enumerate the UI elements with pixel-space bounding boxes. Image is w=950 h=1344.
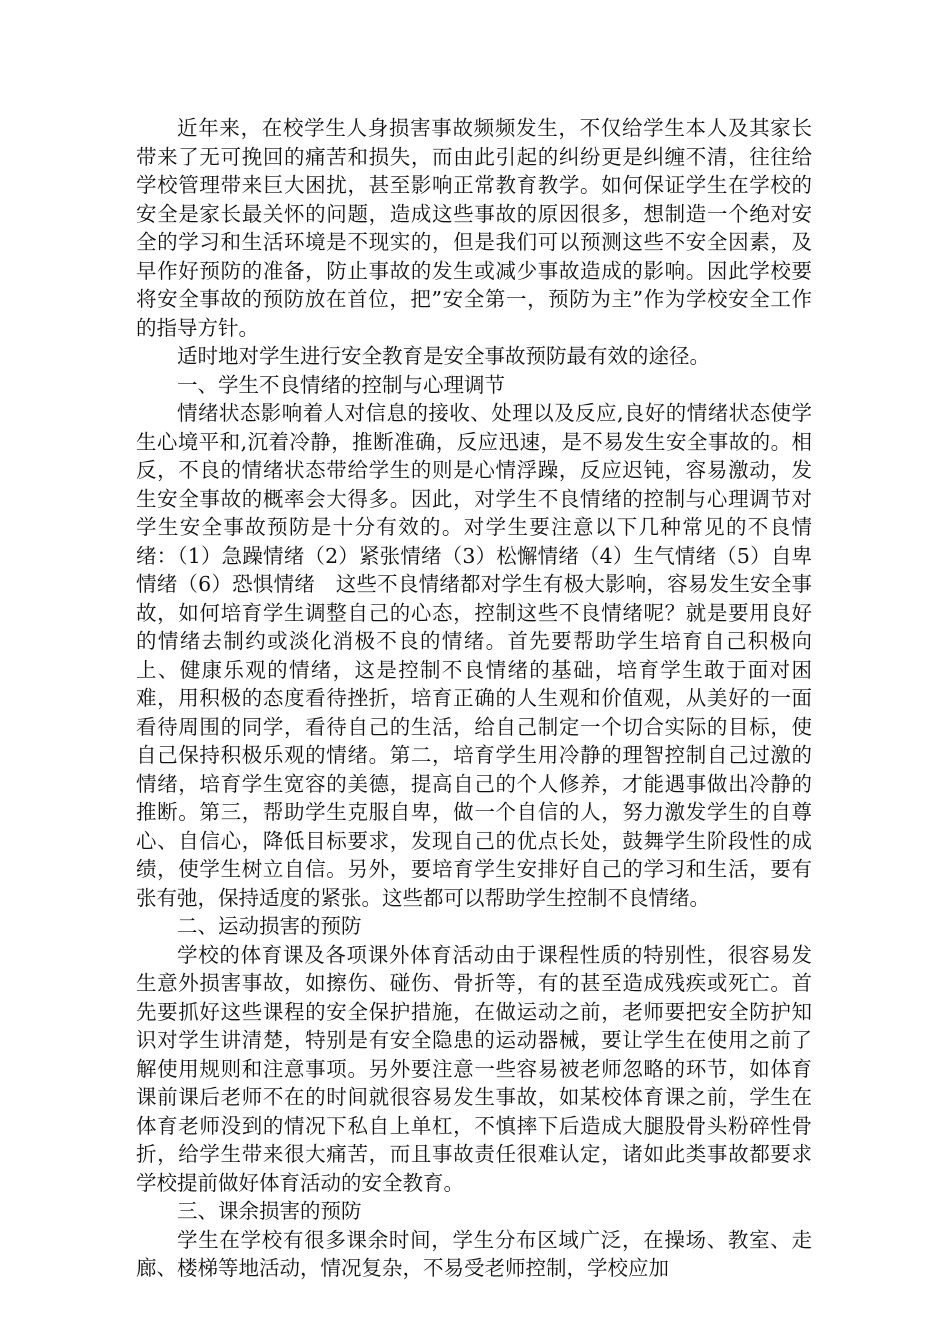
section-heading-afterclass-injury: 三、课余损害的预防 xyxy=(177,1199,362,1223)
paragraph-intro: 近年来，在校学生人身损害事故频频发生，不仅给学生本人及其家长带来了无可挽回的痛苦和损失，而由此引起的纠纷更是纠缠不清，往往给学校管理带来巨大困扰，甚至影响正常教育教学。如何保证学生在学校的安全是家长最关怀的问题，造成这些事故的原因很多，想制造一个绝对安全的学习和生活环境是不现实的，但是我们可以预测这些不安全因素，及早作好预防的准备，防止事故的发生或减少事故造成的影响。因此学校要将安全事故的预防放在首位，把”安全第一，预防为主”作为学校安全工作的指导方针。 xyxy=(136,116,812,340)
paragraph-afterclass-injury: 学生在学校有很多课余时间，学生分布区域广泛，在操场、教室、走廊、楼梯等地活动，情况复杂，不易受老师控制，学校应加 xyxy=(136,1227,812,1280)
section-heading-emotion: 一、学生不良情绪的控制与心理调节 xyxy=(177,372,505,397)
section-heading-sports-injury: 二、运动损害的预防 xyxy=(177,914,362,938)
paragraph-emotion-control: 情绪状态影响着人对信息的接收、处理以及反应,良好的情绪状态使学生心境平和,沉着冷静，推断准确，反应迅速，是不易发生安全事故的。相反，不良的情绪状态带给学生的则是心情浮躁，反应迟钝，容易激动，发生安全事故的概率会大得多。因此，对学生不良情绪的控制与心理调节对学生安全事故预防是十分有效的。对学生要注意以下几种常见的不良情绪：（1）急躁情绪（2）紧张情绪（3）松懈情绪（4）生气情绪（5）自卑情绪（6）恐惧情绪 这些不良情绪都对学生有极大影响，容易发生安全事故，如何培育学生调整自己的心态，控制这些不良情绪呢？就是要用良好的情绪去制约或淡化消极不良的情绪。首先要帮助学生培育自己积极向上、健康乐观的情绪，这是控制不良情绪的基础，培育学生敢于面对困难，用积极的态度看待挫折，培育正确的人生观和价值观，从美好的一面看待周围的同学，看待自己的生活，给自己制定一个切合实际的目标，使自己保持积极乐观的情绪。第二，培育学生用冷静的理智控制自己过激的情绪，培育学生宽容的美德，提高自己的个人修养，才能遇事做出冷静的推断。第三，帮助学生克服自卑，做一个自信的人，努力激发学生的自尊心、自信心，降低目标要求，发现自己的优点长处，鼓舞学生阶段性的成绩，使学生树立自信。另外，要培育学生安排好自己的学习和生活，要有张有弛，保持适度的紧张。这些都可以帮助学生控制不良情绪。 xyxy=(136,401,812,910)
paragraph-sports-injury: 学校的体育课及各项课外体育活动由于课程性质的特别性，很容易发生意外损害事故，如擦伤、碰伤、骨折等，有的甚至造成残疾或死亡。首先要抓好这些课程的安全保护措施，在做运动之前，老师要把安全防护知识对学生讲清楚，特别是有安全隐患的运动器械，要让学生在使用之前了解使用规则和注意事项。另外要注意一些容易被老师忽略的环节，如体育课前课后老师不在的时间就很容易发生事故，如某校体育课之前，学生在体育老师没到的情况下私自上单杠，不慎摔下后造成大腿股骨头粉碎性骨折，给学生带来很大痛苦，而且事故责任很难认定，诸如此类事故都要求学校提前做好体育活动的安全教育。 xyxy=(136,942,812,1195)
document-body xyxy=(136,114,812,1283)
paragraph-safety-education: 适时地对学生进行安全教育是安全事故预防最有效的途径。 xyxy=(177,344,710,368)
